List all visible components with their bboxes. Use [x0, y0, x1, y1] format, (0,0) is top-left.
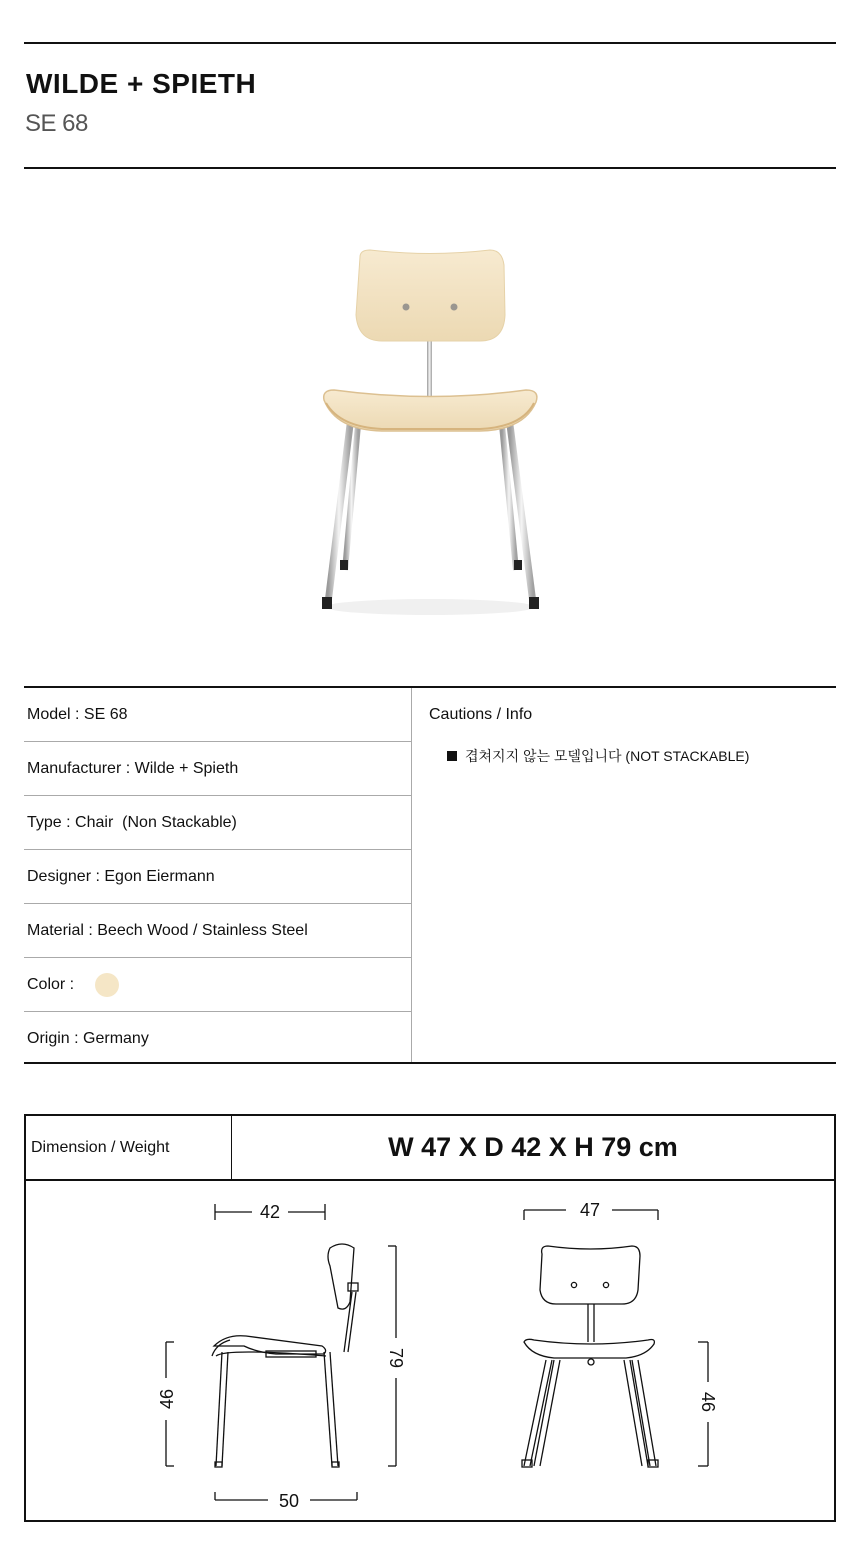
spec-label: Origin	[27, 1030, 70, 1047]
spec-row-color	[24, 958, 411, 1012]
spec-row-manufacturer	[24, 742, 411, 796]
chair-leg-front-left	[328, 425, 350, 603]
side-view-drawing	[166, 1204, 396, 1500]
chair-backrest	[356, 250, 505, 341]
side-leg-front	[216, 1352, 222, 1466]
dimension-label: Dimension / Weight	[31, 1116, 232, 1179]
spec-separator: :	[121, 759, 135, 777]
front-screw	[603, 1282, 608, 1287]
dimension-box	[24, 1114, 836, 1522]
side-bracket	[348, 1283, 358, 1291]
spec-value: SE 68	[83, 705, 128, 723]
front-seat-height-label: 46	[698, 1391, 718, 1413]
spec-label: Material	[27, 921, 84, 939]
side-depth-label: 42	[259, 1202, 281, 1222]
square-bullet-icon	[447, 751, 457, 761]
chair-foot-back-right	[514, 560, 522, 570]
spec-separator: :	[91, 867, 105, 885]
spec-separator: :	[69, 1030, 84, 1047]
spec-value: Egon Eiermann	[104, 867, 215, 885]
cautions-panel	[429, 706, 749, 766]
product-photo	[300, 235, 560, 625]
color-swatch	[95, 973, 119, 997]
brand-name: WILDE + SPIETH	[26, 68, 257, 99]
spec-label: Manufacturer	[27, 759, 122, 777]
spec-row-model	[24, 688, 411, 742]
side-seat-height-label: 46	[157, 1388, 177, 1410]
spec-value: Wilde + Spieth	[134, 759, 239, 777]
chair-shadow	[325, 599, 535, 615]
spec-value: Chair (Non Stackable)	[75, 813, 237, 831]
side-backrest	[328, 1244, 354, 1309]
chair-screw-left	[403, 304, 410, 311]
spec-separator: :	[65, 975, 79, 993]
spec-list	[24, 688, 412, 1062]
chair-screw-right	[451, 304, 458, 311]
model-name: SE 68	[25, 110, 88, 137]
spec-row-designer	[24, 850, 411, 904]
front-view-drawing	[522, 1210, 708, 1467]
spec-label: Model	[27, 705, 71, 723]
cautions-title: Cautions / Info	[429, 706, 533, 723]
front-screw	[571, 1282, 576, 1287]
spec-row-origin	[24, 1012, 411, 1066]
chair-foot-front-right	[529, 597, 539, 609]
chair-foot-front-left	[322, 597, 332, 609]
spec-separator: :	[83, 921, 98, 939]
spec-label: Color	[27, 975, 66, 993]
front-width-label: 47	[579, 1200, 601, 1220]
spec-label: Type	[27, 813, 62, 831]
spec-value: Beech Wood / Stainless Steel	[97, 921, 308, 939]
spec-value: Germany	[83, 1030, 149, 1047]
chair-foot-back-left	[340, 560, 348, 570]
spec-label: Designer	[27, 867, 92, 885]
header-rule	[24, 167, 836, 169]
side-base-label: 50	[278, 1491, 300, 1511]
side-back-post	[348, 1292, 356, 1352]
spec-row-material	[24, 904, 411, 958]
top-rule	[24, 42, 836, 44]
caution-text: 겹쳐지지 않는 모델입니다 (NOT STACKABLE)	[465, 748, 750, 764]
side-height-label: 79	[386, 1347, 406, 1369]
front-seat	[524, 1339, 654, 1358]
spec-separator: :	[61, 813, 76, 831]
chair-back-post	[427, 335, 432, 403]
spec-table	[24, 686, 836, 1064]
front-backrest	[540, 1246, 640, 1304]
dimension-value: W 47 X D 42 X H 79 cm	[388, 1132, 678, 1162]
caution-item	[447, 746, 749, 766]
spec-row-type	[24, 796, 411, 850]
spec-separator: :	[70, 705, 84, 723]
dimension-drawings	[26, 1116, 834, 1520]
